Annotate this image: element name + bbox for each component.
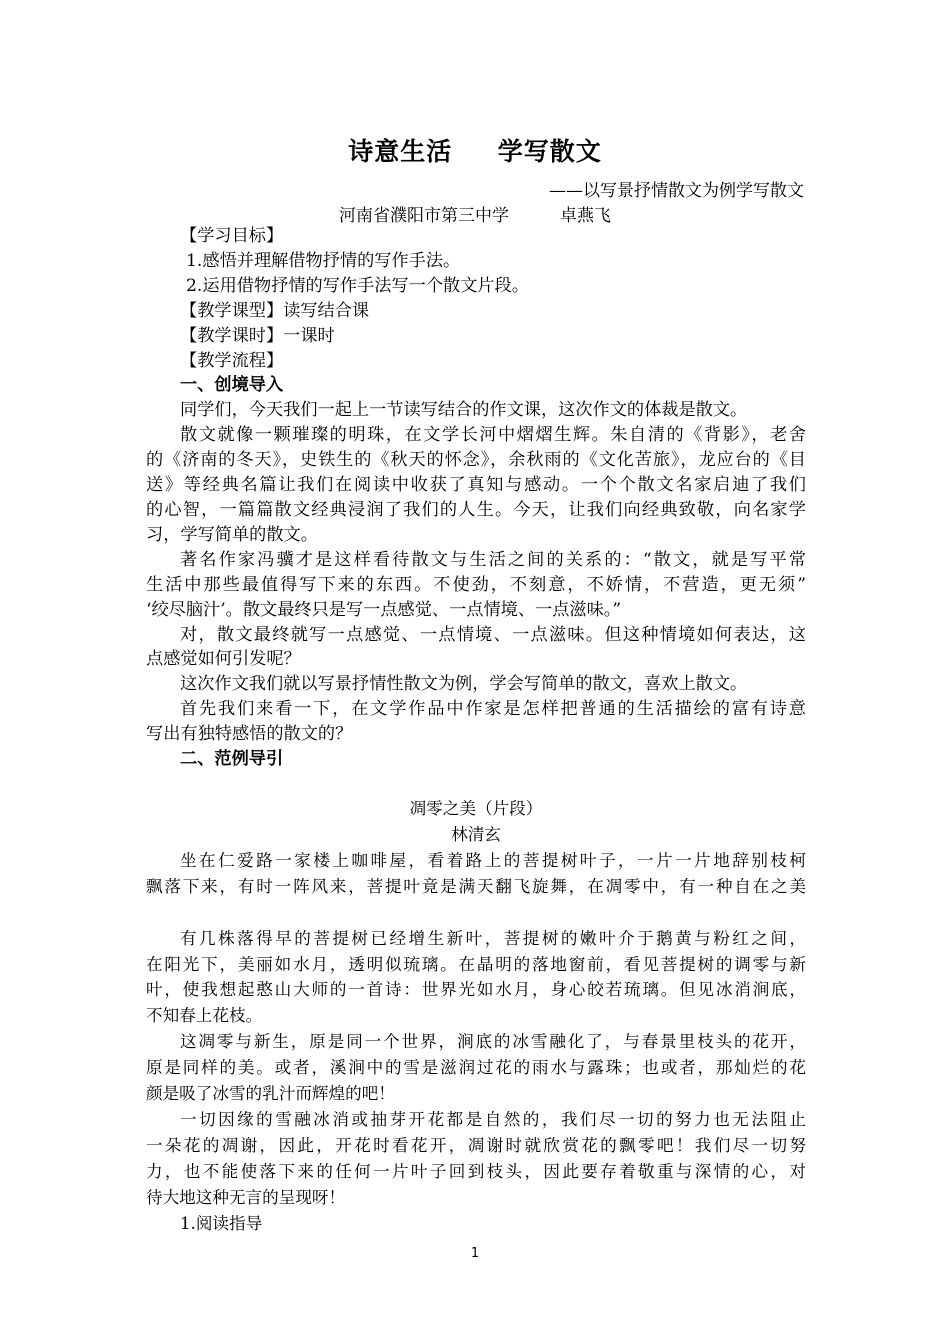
- excerpt-line: 坐在仁爱路一家楼上咖啡屋，看着路上的菩提树叶子，一片一片地辞别枝柯: [180, 850, 806, 870]
- page-number: 1: [470, 1246, 480, 1261]
- section-2-heading: 二、范例导引: [180, 749, 284, 770]
- excerpt-line: 飘落下来，有时一阵风来，菩提叶竟是满天翻飞旋舞，在凋零中，有一种自在之美: [146, 876, 806, 896]
- excerpt-author: 林清玄: [451, 824, 501, 844]
- document-subtitle: ——以写景抒情散文为例学写散文: [549, 181, 804, 201]
- excerpt-line: 一朵花的凋谢，因此，开花时看花开，凋谢时就欣赏花的飘零吧！我们尽一切努: [146, 1135, 806, 1155]
- paragraph-line: 散文就像一颗璀璨的明珠，在文学长河中熠熠生辉。朱自清的《背影》，老舍: [180, 425, 806, 446]
- objective-item-2: 2.运用借物抒情的写作手法写一个散文片段。: [186, 275, 529, 296]
- excerpt-line: 叶，使我想起憨山大师的一首诗：世界光如水月，身心皎若琉璃。但见冰消涧底，: [146, 980, 806, 1000]
- paragraph-line: 这次作文我们就以写景抒情性散文为例，学会写简单的散文，喜欢上散文。: [180, 674, 748, 695]
- excerpt-line: 原是同样的美。或者，溪涧中的雪是滋润过花的雨水与露珠；也或者，那灿烂的花: [146, 1058, 806, 1078]
- paragraph-line: 送》等经典名篇让我们在阅读中收获了真知与感动。一个个散文名家启迪了我们: [146, 475, 806, 496]
- blank-line: [146, 900, 806, 926]
- paragraph-line: 生活中那些最值得写下来的东西。不使劲，不刻意，不娇情，不营造，更无须”: [146, 574, 806, 595]
- excerpt-line: 力，也不能使落下来的任何一片叶子回到枝头，因此要存着敬重与深情的心，对: [146, 1161, 806, 1181]
- paragraph-line: 的《济南的冬天》，史铁生的《秋天的怀念》，余秋雨的《文化苦旅》，龙应台的《目: [146, 450, 806, 471]
- excerpt-block: [146, 796, 806, 1237]
- lesson-type: 【教学课型】读写结合课: [180, 300, 370, 321]
- author-line: 河南省濮阳市第三中学 卓燕飞: [339, 206, 611, 226]
- excerpt-line: 在阳光下，美丽如水月，透明似琉璃。在晶明的落地窗前，看见菩提树的调零与新: [146, 954, 806, 974]
- excerpt-line: 不知春上花枝。: [146, 1006, 263, 1026]
- document-title: 诗意生活 学写散文: [348, 137, 602, 166]
- paragraph-line: 首先我们来看一下，在文学作品中作家是怎样把普通的生活描绘的富有诗意: [180, 699, 806, 720]
- objective-item-1: 1.感悟并理解借物抒情的写作手法。: [186, 250, 461, 271]
- paragraph-line: 写出有独特感悟的散文的？: [146, 724, 353, 745]
- paragraph-line: 对，散文最终就写一点感觉、一点情境、一点滋味。但这种情境如何表达，这: [180, 624, 806, 645]
- paragraph-line: 习，学写简单的散文。: [146, 524, 318, 545]
- objectives-heading: 【学习目标】: [180, 226, 284, 246]
- process-heading: 【教学流程】: [180, 350, 284, 371]
- paragraph-line: 同学们，今天我们一起上一节读写结合的作文课，这次作文的体裁是散文。: [180, 400, 748, 421]
- reading-guide-heading: 1.阅读指导: [180, 1213, 263, 1233]
- excerpt-title: 凋零之美（片段）: [409, 799, 543, 818]
- lesson-hours: 【教学课时】一课时: [180, 325, 335, 346]
- paragraph-line: 点感觉如何引发呢？: [146, 649, 301, 670]
- section-1-heading: 一、创境导入: [180, 375, 284, 396]
- excerpt-line: 有几株落得早的菩提树已经增生新叶，菩提树的嫩叶介于鹅黄与粉红之间，: [180, 928, 806, 948]
- excerpt-line: 这凋零与新生，原是同一个世界，涧底的冰雪融化了，与春景里枝头的花开，: [180, 1032, 806, 1052]
- excerpt-line: 颜是吸了冰雪的乳汁而辉煌的吧！: [146, 1084, 395, 1104]
- excerpt-line: 待大地这种无言的呈现呀！: [146, 1187, 346, 1207]
- excerpt-line: 一切因缘的雪融冰消或抽芽开花都是自然的，我们尽一切的努力也无法阻止: [180, 1109, 806, 1129]
- paragraph-line: 著名作家冯骥才是这样看待散文与生活之间的关系的：“散文，就是写平常: [180, 549, 806, 570]
- paragraph-line: 的心智，一篇篇散文经典浸润了我们的人生。今天，让我们向经典致敬，向名家学: [146, 499, 806, 520]
- lesson-body: [146, 224, 806, 772]
- paragraph-line: ‘绞尽脑汁’。散文最终只是写一点感觉、一点情境、一点滋味。”: [146, 599, 622, 620]
